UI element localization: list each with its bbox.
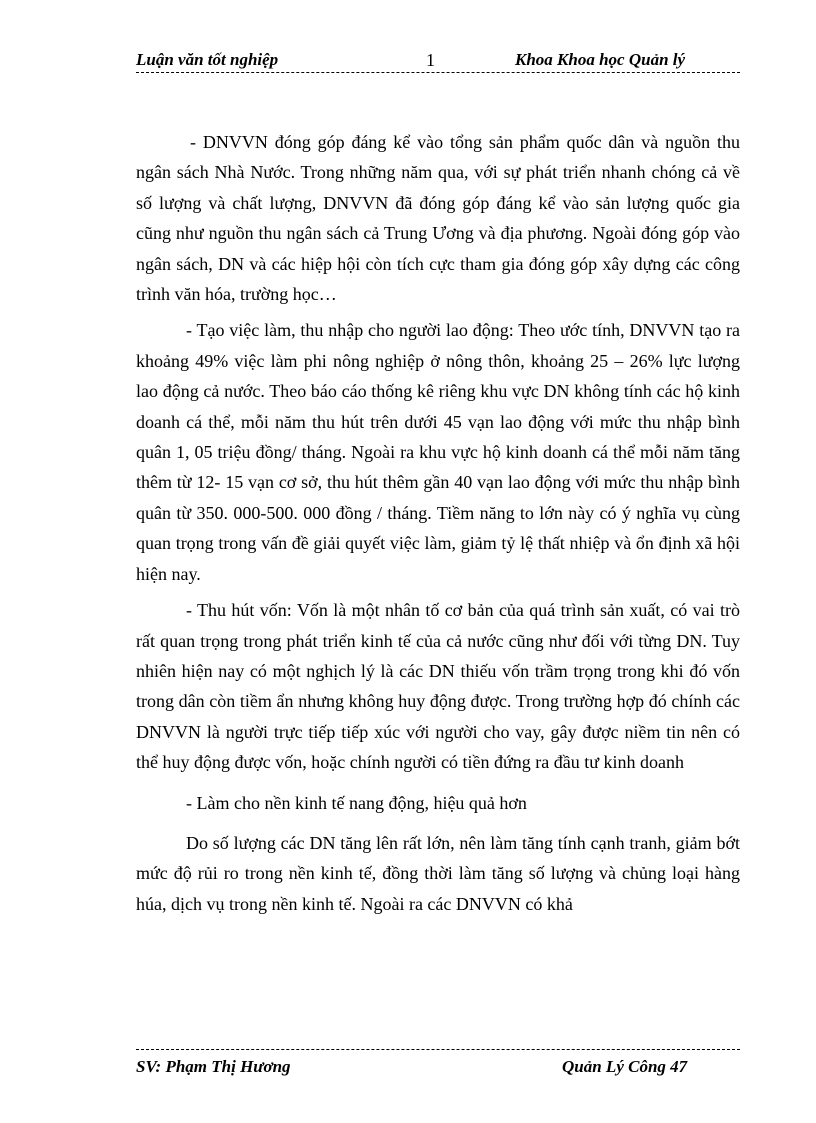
page-number: 1 xyxy=(426,50,435,70)
paragraph-employment: - Tạo việc làm, thu nhập cho người lao động: Theo ước tính, DNVVN tạo ra khoảng 49% việc làm phi nông nghiệp ở nông thôn, khoảng 25 – 26% lực lượng lao động cả nước. Theo báo cáo thống kê riêng khu vực DN không tính các hộ kinh doanh cá thể, mỗi năm thu hút trên dưới 45 vạn lao động với mức thu nhập bình quân 1, 05 triệu đồng/ tháng. Ngoài ra khu vực hộ kinh doanh cá thể mỗi năm tăng thêm từ 12- 15 vạn cơ sở, thu hút thêm gần 40 vạn lao động với mức thu nhập bình quân từ 350. 000-500. 000 đồng / tháng. Tiềm năng to lớn này có ý nghĩa vụ cùng quan trọng trong vấn đề giải quyết việc làm, giảm tỷ lệ thất nhiệp và ổn định xã hội hiện nay. xyxy=(136,320,740,584)
document-body xyxy=(136,127,740,925)
paragraph-dynamic-economy: - Làm cho nền kinh tế nang động, hiệu quả hơn xyxy=(186,792,527,813)
page-footer xyxy=(136,1056,740,1080)
footer-class: Quản Lý Công 47 xyxy=(562,1057,688,1076)
header-faculty: Khoa Khoa học Quản lý xyxy=(515,50,686,69)
footer-divider xyxy=(136,1049,740,1050)
page-header xyxy=(136,49,740,73)
paragraph-competition: Do số lượng các DN tăng lên rất lớn, nên làm tăng tính cạnh tranh, giảm bớt mức độ rủi ro trong nền kinh tế, đồng thời làm tăng số lượng và chủng loại hàng húa, dịch vụ trong nền kinh tế. Ngoài ra các DNVVN có khả xyxy=(136,832,740,914)
paragraph-capital: - Thu hút vốn: Vốn là một nhân tố cơ bản của quá trình sản xuất, có vai trò rất quan trọng trong phát triển kinh tế của cả nước cũng như đối với từng DN. Tuy nhiên hiện nay có một nghịch lý là các DN thiếu vốn trầm trọng trong khi đó vốn trong dân còn tiềm ẩn nhưng không huy động được. Trong trường hợp đó chính các DNVVN là người trực tiếp tiếp xúc với người cho vay, gây được niềm tin nên có thể huy động được vốn, hoặc chính người có tiền đứng ra đầu tư kinh doanh xyxy=(136,600,740,773)
paragraph-contribution: - DNVVN đóng góp đáng kể vào tổng sản phẩm quốc dân và nguồn thu ngân sách Nhà Nước. Trong những năm qua, với sự phát triển nhanh chóng cả về số lượng và chất lượng, DNVVN đã đóng góp đáng kể vào sản lượng quốc gia cũng như nguồn thu ngân sách cả Trung Ương và địa phương. Ngoài đóng góp vào ngân sách, DN và các hiệp hội còn tích cực tham gia đóng góp xây dựng các công trình văn hóa, trường học… xyxy=(136,132,740,305)
header-divider xyxy=(136,72,740,73)
header-thesis-title: Luận văn tốt nghiệp xyxy=(136,50,279,69)
footer-student-name: SV: Phạm Thị Hương xyxy=(136,1057,291,1076)
